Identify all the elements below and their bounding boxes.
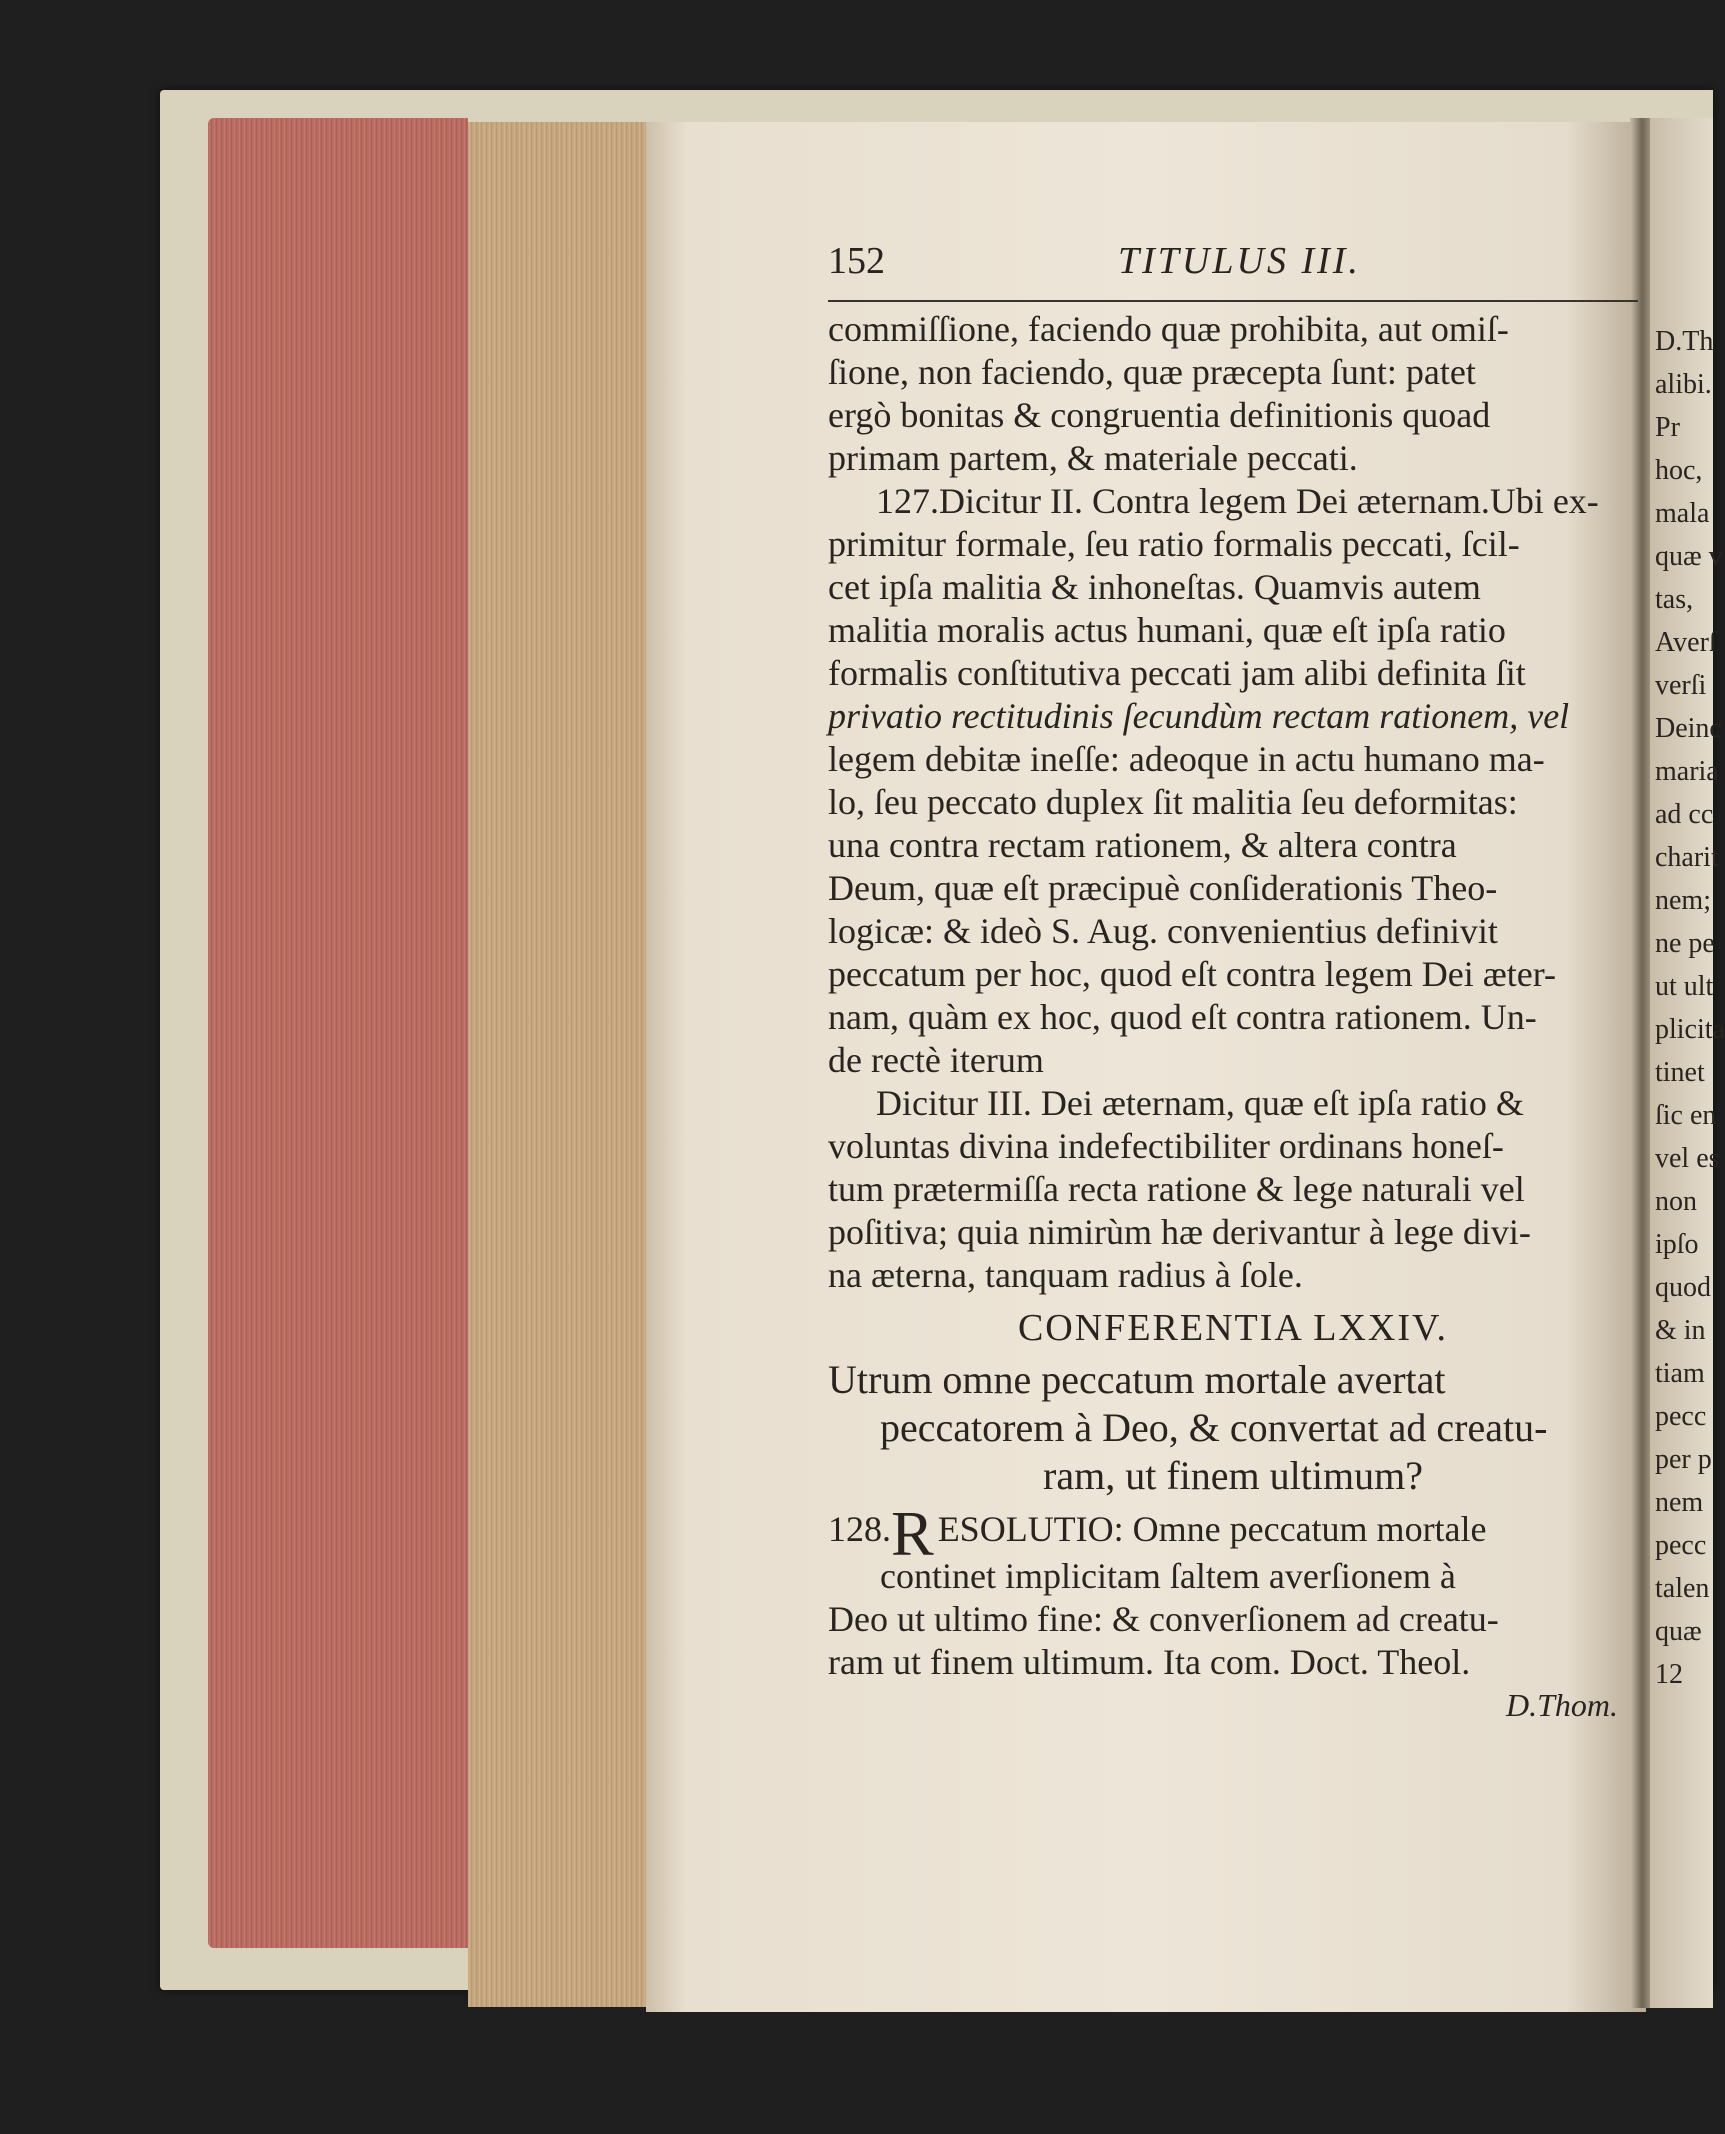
conference-heading: CONFERENTIA LXXIV. <box>1017 1307 1449 1349</box>
text-line: tum prætermiſſa recta ratione & lege naturali vel <box>828 1169 1525 1209</box>
fragment: pecc <box>1655 1401 1707 1432</box>
resolution-first-text: ESOLUTIO: Omne peccatum mortale <box>937 1509 1487 1549</box>
text-line: formalis conſtitutiva peccati jam alibi definita ſit <box>828 653 1526 693</box>
text-line: una contra rectam rationem, & altera contra <box>828 825 1457 865</box>
text-line: 127.Dicitur II. Contra legem Dei æternam.Ubi ex- <box>876 481 1599 521</box>
page-text <box>828 240 1638 1727</box>
fragment: ad cc <box>1655 799 1714 830</box>
fragment: ut ult <box>1655 971 1714 1002</box>
fragment: tas, <box>1655 584 1694 615</box>
fragment: plicita <box>1655 1014 1725 1045</box>
question-line: Utrum omne peccatum mortale avertat <box>828 1357 1446 1402</box>
fragment: per p <box>1655 1444 1712 1475</box>
fragment: nem <box>1655 1487 1704 1518</box>
fragment: Pr <box>1655 412 1680 443</box>
text-line: de rectè iterum <box>828 1040 1044 1080</box>
page-header <box>828 240 1638 302</box>
fragment: ſic en <box>1655 1100 1717 1131</box>
text-line: commiſſione, faciendo quæ prohibita, aut omiſ- <box>828 309 1509 349</box>
fragment: charit <box>1655 842 1719 873</box>
fragment: & in <box>1655 1315 1706 1346</box>
resolution-number: 128. <box>828 1509 891 1549</box>
fragment: quod <box>1655 1272 1711 1303</box>
fragment: ne pe <box>1655 928 1715 959</box>
resolution-first-line <box>828 1498 1638 1569</box>
fragment: alibi. <box>1655 369 1712 400</box>
fragment: nem; <box>1655 885 1711 916</box>
text-line: logicæ: & ideò S. Aug. convenientius definivit <box>828 911 1498 951</box>
fragment: quæ v <box>1655 541 1723 572</box>
text-line: lo, ſeu peccato duplex ſit malitia ſeu deformitas: <box>828 782 1518 822</box>
question-line: ram, ut finem ultimum? <box>1043 1453 1423 1498</box>
resolution-line: ram ut finem ultimum. Ita com. Doct. Theol. <box>828 1642 1471 1682</box>
fragment: ipſo <box>1655 1229 1699 1260</box>
text-line: ſione, non faciendo, quæ præcepta ſunt: patet <box>828 352 1476 392</box>
page-block <box>468 122 646 2007</box>
fragment: maria <box>1655 756 1719 787</box>
text-line: primitur formale, ſeu ratio formalis peccati, ſcil- <box>828 524 1520 564</box>
page-number: 152 <box>828 240 885 282</box>
text-line: Dicitur III. Dei æternam, quæ eſt ipſa ratio & <box>876 1083 1524 1123</box>
question-block <box>828 1356 1638 1500</box>
fragment: mala <box>1655 498 1710 529</box>
question-line: peccatorem à Deo, & convertat ad creatu- <box>880 1405 1548 1450</box>
fragment: verſi <box>1655 670 1707 701</box>
text-line: Deum, quæ eſt præcipuè conſiderationis Theo- <box>828 868 1498 908</box>
text-line: peccatum per hoc, quod eſt contra legem Dei æter- <box>828 954 1556 994</box>
running-head: TITULUS III. <box>1118 240 1361 282</box>
fragment: quæ <box>1655 1616 1702 1647</box>
fragment: Deinc <box>1655 713 1722 744</box>
fragment: non <box>1655 1186 1697 1217</box>
facing-page-fragments <box>1655 320 1725 1696</box>
text-line: primam partem, & materiale peccati. <box>828 438 1358 478</box>
text-line: malitia moralis actus humani, quæ eſt ipſa ratio <box>828 610 1506 650</box>
text-line: ergò bonitas & congruentia definitionis quoad <box>828 395 1491 435</box>
fragment: pecc <box>1655 1530 1707 1561</box>
text-line: na æterna, tanquam radius à ſole. <box>828 1255 1303 1295</box>
page-edge-gilt <box>208 118 468 1948</box>
fragment: Averſ <box>1655 627 1717 658</box>
fragment: 12 <box>1655 1659 1683 1690</box>
fragment: D.Th <box>1655 326 1714 357</box>
fragment: hoc, <box>1655 455 1703 486</box>
fragment: tiam <box>1655 1358 1705 1389</box>
fragment: tinet <box>1655 1057 1705 1088</box>
text-line: nam, quàm ex hoc, quod eſt contra rationem. Un- <box>828 997 1537 1037</box>
text-line: cet ipſa malitia & inhoneſtas. Quamvis autem <box>828 567 1481 607</box>
resolution-line: continet implicitam ſaltem averſionem à <box>880 1556 1456 1596</box>
fragment: talen <box>1655 1573 1710 1604</box>
fragment: vel es <box>1655 1143 1720 1174</box>
text-line: poſitiva; quia nimirùm hæ derivantur à lege divi- <box>828 1212 1531 1252</box>
text-line: privatio rectitudinis ſecundùm rectam rationem, vel <box>828 696 1570 736</box>
drop-cap: R <box>891 1498 934 1569</box>
body-text <box>828 308 1638 1297</box>
resolution-block <box>828 1498 1638 1684</box>
catchword: D.Thom. <box>1505 1687 1618 1723</box>
resolution-line: Deo ut ultimo fine: & converſionem ad creatu- <box>828 1599 1499 1639</box>
text-line: legem debitæ ineſſe: adeoque in actu humano ma- <box>828 739 1545 779</box>
text-line: voluntas divina indefectibiliter ordinans honeſ- <box>828 1126 1504 1166</box>
